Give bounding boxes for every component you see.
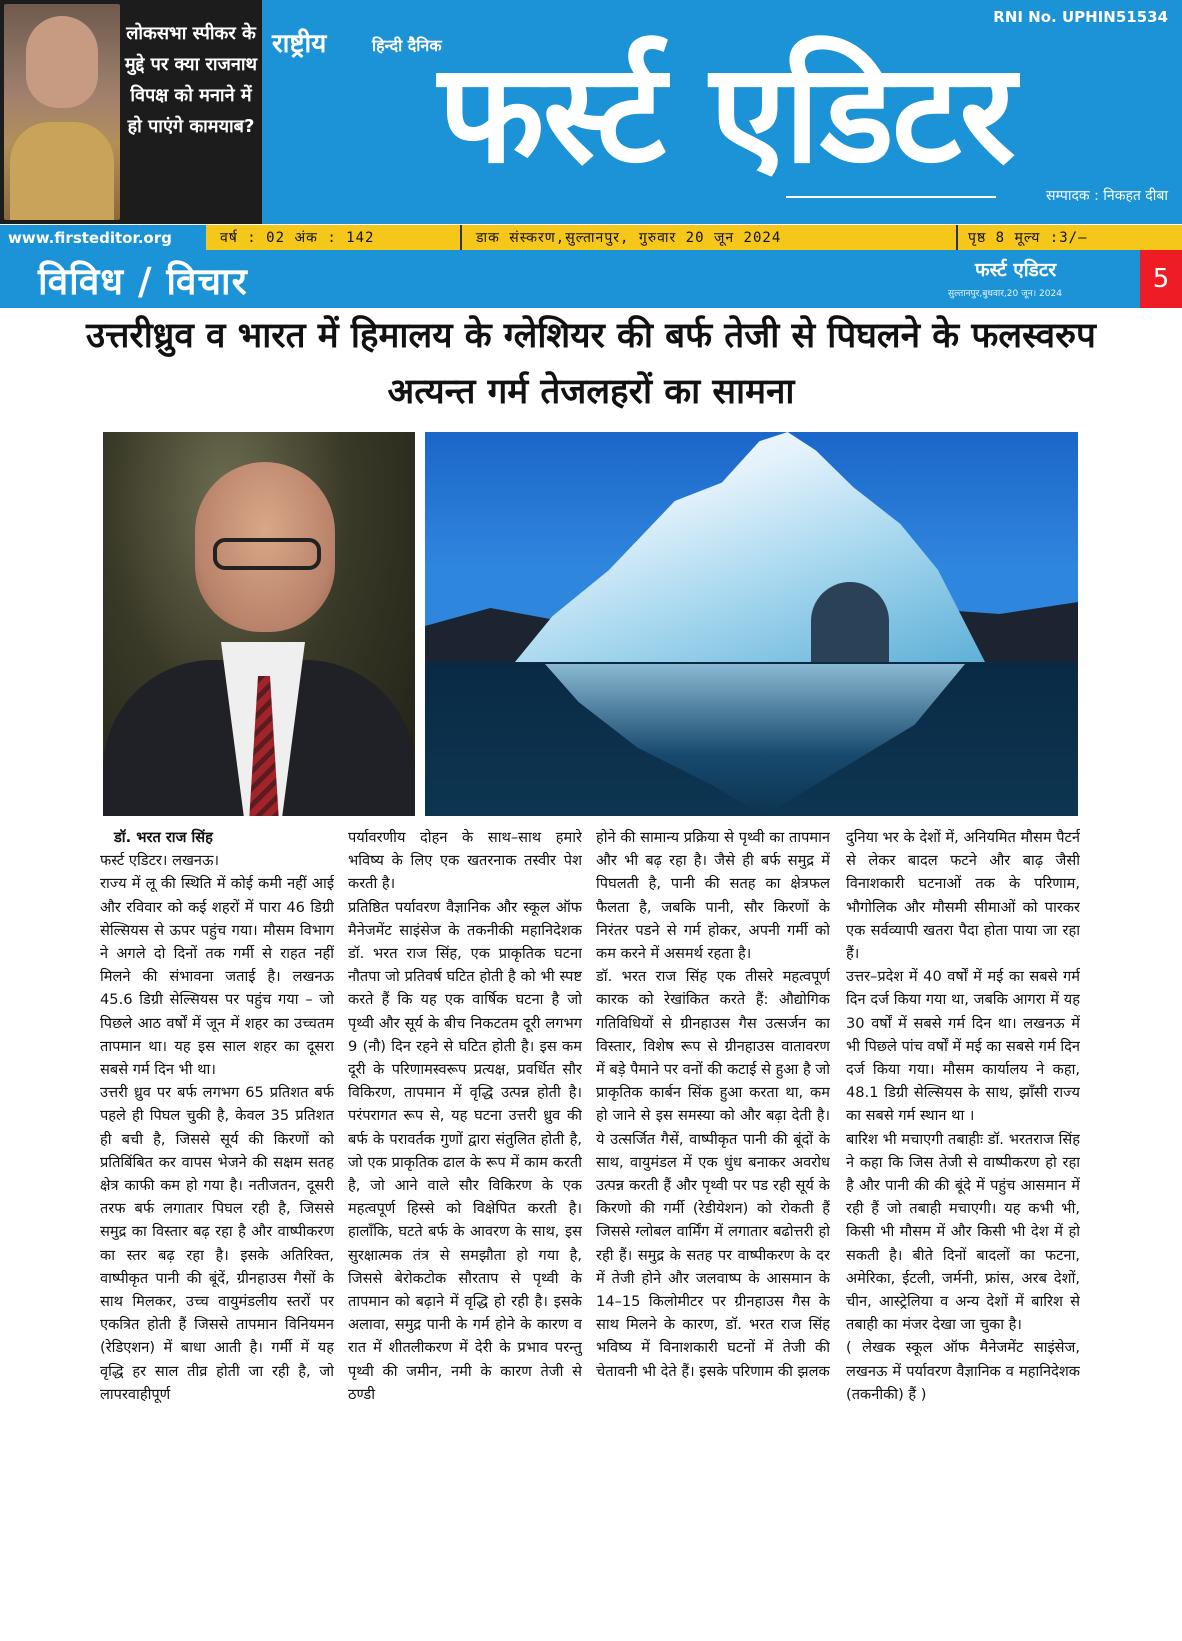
- iceberg-photo-reflection: [545, 664, 965, 816]
- paragraph: प्रतिष्ठित पर्यावरण वैज्ञानिक और स्कूल ऑफ मैनेजमेंट साइंसेज के तकनीकी महानिदेशक डॉ. भरत राज सिंह, एक प्राकृतिक घटना नौतपा जो प्रतिवर्ष घटित होती है को भी स्पष्ट करते हैं कि यह एक वार्षिक घटना है जो पृथ्वी और सूर्य के बीच निकटतम दूरी लगभग 9 (नौ) दिन रहने से घटित होती है। इस कम दूरी के परिणामस्वरूप प्रत्यक्ष, प्रवर्धित सौर विकिरण, तापमान में वृद्धि उत्पन्न होती है। परंपरागत रूप से, यह घटना उत्तरी ध्रुव की बर्फ के परावर्तक गुणों द्वारा संतुलित होती है, जो एक प्राकृतिक ढाल के रूप में काम करती है, जो आने वाले सौर विकिरण के एक महत्वपूर्ण हिस्से को विक्षेपित करती है। हालाँकि, घटते बर्फ के आवरण के साथ, इस सुरक्षात्मक तंत्र से समझौता हो गया है, जिससे बेरोकटोक सौरताप से पृथ्वी के तापमान को बढ़ाने में वृद्धि हो रही है। इसके अलावा, समुद्र पानी के गर्म होने के कारण व रात में शीतलीकरण में देरी के प्रभाव परन्तु पृथ्वी की जमीन, नमी के कारण तेजी से ठण्डी: [348, 898, 582, 1403]
- teaser-box[interactable]: [0, 0, 262, 224]
- editor-divider: [786, 196, 996, 198]
- article-body: [100, 826, 1080, 1636]
- article-column-4: [846, 826, 1080, 1636]
- section-title: विविध / विचार: [38, 259, 248, 303]
- tagline-rashtriya: राष्ट्रीय: [272, 29, 327, 59]
- newspaper-name: फर्स्ट एडिटर: [438, 31, 1014, 194]
- paragraph: दुनिया भर के देशों में, अनियमित मौसम पैटर्न से लेकर बादल फटने और बाढ़ जैसी विनाशकारी घटनाओं तक के परिणाम, भौगोलिक और मौसमी सीमाओं को पारकर एक सर्वव्यापी खतरा पैदा होता पाया जा रहा हैं।: [846, 829, 1080, 963]
- iceberg-photo-iceberg: [515, 432, 985, 662]
- author-note: ( लेखक स्कूल ऑफ मैनेजमेंट साइंसेज, लखनऊ में पर्यावरण वैज्ञानिक व महानिदेशक (तकनीकी) हैं ): [846, 1339, 1080, 1403]
- article-column-1: [100, 826, 334, 1636]
- teaser-photo-face: [26, 16, 98, 108]
- teaser-photo-suit: [10, 122, 114, 220]
- editor-credit: सम्पादक : निकहत दीबा: [1045, 188, 1168, 204]
- paragraph: बारिश भी मचाएगी तबाहीः डॉ. भरतराज सिंह ने कहा कि जिस तेजी से वाष्पीकरण हो रहा है और पानी की की बूंदे में पहुंच आसमान में रही हैं जो तबाही मचाएगी। यह कभी भी, किसी भी मौसम में और किसी भी देश में हो सकती है। बीते दिनों बादलों का फटना, अमेरिका, ईटली, जर्मनी, फ्रांस, अरब देशों, चीन, आस्ट्रेलिया व अन्य देशों में बारिश से तबाही का मंजर देखा जा चुका है।: [846, 1130, 1080, 1334]
- article-column-3: [596, 826, 830, 1636]
- page-number: 5: [1140, 250, 1182, 308]
- masthead: [0, 0, 1182, 224]
- section-date: सुल्तानपुर,बुधवार,20 जून। 2024: [948, 289, 1062, 299]
- teaser-headline: लोकसभा स्पीकर के मुद्दे पर क्या राजनाथ विपक्ष को मनाने में हो पाएंगे कामयाब?: [124, 23, 258, 137]
- article-dateline: फर्स्ट एडिटर। लखनऊ।: [100, 852, 219, 870]
- author-photo-glasses: [213, 538, 321, 570]
- author-photo: [103, 432, 415, 816]
- page-price: पृष्ठ 8 मूल्य :3/–: [968, 230, 1088, 246]
- article-headline: उत्तरीध्रुव व भारत में हिमालय के ग्लेशियर की बर्फ तेजी से पिघलने के फलस्वरुप अत्यन्त गर्म तेजलहरों का सामना: [86, 315, 1096, 412]
- author-byline: डॉ. भरत राज सिंह: [114, 829, 213, 846]
- article-column-2: [348, 826, 582, 1636]
- paragraph: डॉ. भरत राज सिंह एक तीसरे महत्वपूर्ण कारक को रेखांकित करते हैं: औद्योगिक गतिविधियों से ग्रीनहाउस गैस उत्सर्जन का विस्तार, विशेष रूप से ग्रीनहाउस वातावरण में बड़े पैमाने पर वनों की कटाई से हुआ है जो प्राकृतिक कार्बन सिंक हुआ करता था, कम हो जाने से इस समस्या को और बढ़ा देती है। ये उत्सर्जित गैसें, वाष्पीकृत पानी की बूंदों के साथ, वायुमंडल में एक धुंध बनाकर अवरोध उत्पन्न करती हैं और पृथ्वी पर पड रही सूर्य के किरणो की गर्मी (रेडीयेशन) को रोकती हैं जिससे ग्लोबल वार्मिंग में लगातार बढोत्तरी हो रही हैं। समुद्र के सतह पर वाष्पीकरण के दर में तेजी होने और जलवाष्प के आसमान के 14–15 किलोमीटर पर ग्रीनहाउस गैस के साथ मिलने के कारण, डॉ. भरत राज सिंह भविष्य में विनाशकारी घटनों में तेजी की चेतावनी भी देते हैं। इसके परिणाम की झलक: [596, 968, 830, 1380]
- paragraph: उत्तर–प्रदेश में 40 वर्षों में मई का सबसे गर्म दिन दर्ज किया गया था, जबकि आगरा में यह 30 वर्षों में सबसे गर्म दिन था। लखनऊ में भी पिछले पांच वर्षों में मई का सबसे गर्म दिन दर्ज किया गया। मौसम कार्यालय ने कहा, 48.1 डिग्री सेल्सियस के साथ, झाँसी राज्य का सबसे गर्म स्थान था ।: [846, 968, 1080, 1125]
- edition-date: डाक संस्करण,सुल्तानपुर, गुरुवार 20 जून 2024: [476, 225, 958, 251]
- paragraph: उत्तरी ध्रुव पर बर्फ लगभग 65 प्रतिशत बर्फ पहले ही पिघल चुकी है, केवल 35 प्रतिशत ही बची है, जिससे सूर्य की किरणों को प्रतिबिंबित कर वापस भेजने की सक्षम सतह क्षेत्र काफी कम हो गया है। नतीजतन, दूसरी तरफ बर्फ लगातार पिघल रही है, जिससे समुद्र का विस्तार बढ़ रहा है और वाष्पीकरण का स्तर बढ़ रहा है। इसके अतिरिक्त, वाष्पीकृत पानी की बूंदें, ग्रीनहाउस गैसों के साथ मिलकर, उच्च वायुमंडलीय स्तरों पर एकत्रित होती हैं जिससे तापमान विनियमन (रेडिएशन) में बाधा आती है। गर्मी में यह वृद्धि हर साल तीव्र होती जा रही है, जो लापरवाहीपूर्ण: [100, 1084, 334, 1403]
- paragraph: राज्य में लू की स्थिति में कोई कमी नहीं आई और रविवार को कई शहरों में पारा 46 डिग्री सेल्सियस से ऊपर पहुंच गया। मौसम विभाग ने अगले दो दिनों तक गर्मी से राहत नहीं मिलने की संभावना जताई है। लखनऊ 45.6 डिग्री सेल्सियस पर पहुंच गया – जो पिछले आठ वर्षों में जून में शहर का उच्चतम तापमान था। यह इस साल शहर का दूसरा सबसे गर्म दिन भी था।: [100, 875, 334, 1079]
- volume-issue: वर्ष : 02 अंक : 142: [220, 225, 462, 251]
- iceberg-photo-arch: [811, 582, 889, 662]
- tagline-dainik: हिन्दी दैनिक: [372, 36, 442, 55]
- teaser-photo: [4, 4, 120, 220]
- section-brand: फर्स्ट एडिटर: [975, 259, 1057, 281]
- rni-number: RNI No. UPHIN51534: [993, 8, 1168, 26]
- website-link[interactable]: www.firsteditor.org: [0, 225, 206, 251]
- info-bar: [0, 224, 1182, 251]
- paragraph: होने की सामान्य प्रक्रिया से पृथ्वी का तापमान और भी बढ़ रहा है। जैसे ही बर्फ समुद्र में पिघलती है, पानी की सतह का क्षेत्रफल फैलता है, जबकि पानी, सौर किरणों के निरंतर पडने से गर्म होकर, अपनी गर्मी को कम करने में असमर्थ रहता है।: [596, 829, 830, 963]
- paragraph: पर्यावरणीय दोहन के साथ–साथ हमारे भविष्य के लिए एक खतरनाक तस्वीर पेश करती है।: [348, 829, 582, 893]
- section-bar: [0, 250, 1182, 308]
- iceberg-photo: [425, 432, 1078, 816]
